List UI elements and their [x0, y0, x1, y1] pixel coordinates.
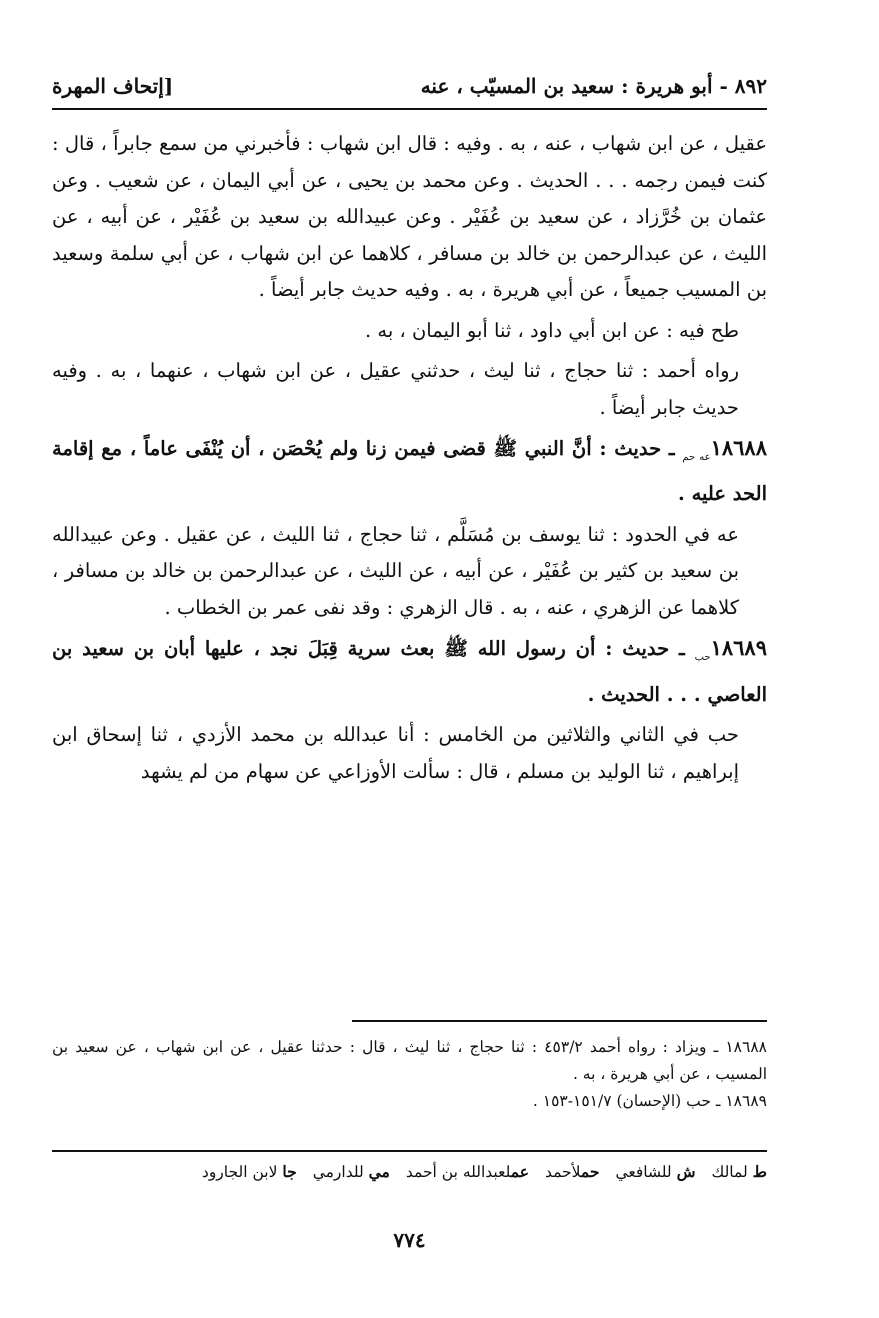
footnote-rule — [352, 1020, 767, 1022]
paragraph: حب في الثاني والثلاثين من الخامس : أنا عبدالله بن محمد الأزدي ، ثنا إسحاق ابن إبراهيم ، ثنا الوليد بن مسلم ، قال : سألت الأوزاعي عن سهام من لم يشهد — [52, 723, 739, 783]
footnote: ١٨٦٨٨ ـ ويزاد : رواه أحمد ٤٥٣/٢ : ثنا حجاج ، ثنا ليث ، قال : حدثنا عقيل ، عن ابن شهاب ، عن سعيد بن المسيب ، عن أبي هريرة ، به . — [52, 1038, 767, 1083]
page-number: ٧٧٤ — [393, 1228, 426, 1252]
source-mark: حب — [694, 652, 711, 664]
paragraph: عه في الحدود : ثنا يوسف بن مُسَلَّم ، ثنا حجاج ، ثنا الليث ، عن عقيل . وعن عبيدالله بن سعيد بن كثير بن عُفَيْر ، عن أبيه ، عن الليث ، عن عبدالرحمن بن خالد بن مسافر ، كلاهما عن الزهري ، عنه ، به . قال الزهري : وقد نفى عمر بن الخطاب . — [52, 522, 739, 619]
legend-item: حملأحمد — [544, 1162, 600, 1181]
legend-item: مي للدارمي — [312, 1162, 390, 1181]
footnote: ١٨٦٨٩ ـ حب (الإحسان) ١٥١/٧-١٥٣ . — [532, 1092, 767, 1110]
legend-item: جا لابن الجارود — [201, 1162, 297, 1181]
abbreviation-legend — [52, 1162, 767, 1181]
running-title: ٨٩٢ - أبو هريرة : سعيد بن المسيّب ، عنه — [420, 74, 767, 98]
hadith-entry — [52, 630, 767, 713]
paragraph: طح فيه : عن ابن أبي داود ، ثنا أبو اليمان ، به . — [364, 318, 739, 342]
hadith-number: ١٨٦٨٨ — [710, 435, 767, 460]
hadith-number: ١٨٦٨٩ — [710, 635, 767, 661]
page-header — [52, 62, 767, 98]
source-mark: عه حم — [682, 451, 711, 463]
book-title: [إتحاف المهرة — [52, 74, 174, 98]
hadith-text: ـ حديث : أنَّ النبي ﷺ قضى فيمن زنا ولم يُحْصَن ، أن يُنْفَى عاماً ، مع إقامة الحد عليه . — [52, 437, 767, 506]
legend-item: ط لمالك — [711, 1162, 767, 1181]
footnotes — [52, 1034, 767, 1115]
legend-item: ش للشافعي — [615, 1162, 696, 1181]
header-rule — [52, 108, 767, 110]
legend-item: عملعبدالله بن أحمد — [405, 1162, 529, 1181]
legend-rule — [52, 1150, 767, 1152]
hadith-text: ـ حديث : أن رسول الله ﷺ بعث سرية قِبَلَ نجد ، عليها أبان بن سعيد بن العاصي . . . الحديث . — [52, 637, 767, 706]
paragraph: رواه أحمد : ثنا حجاج ، ثنا ليث ، حدثني عقيل ، عن ابن شهاب ، عنهما ، به . وفيه حديث جابر أيضاً . — [52, 359, 739, 419]
hadith-entry — [52, 430, 767, 513]
paragraph: عقيل ، عن ابن شهاب ، عنه ، به . وفيه : قال ابن شهاب : فأخبرني من سمع جابراً ، قال : كنت فيمن رجمه . . . الحديث . وعن محمد بن يحيى ، عن أبي اليمان ، عن شعيب . وعن عثمان بن خُرَّزاد ، عن سعيد بن عُفَيْر . وعن عبيدالله بن سعيد بن عُفَيْر ، عن أبيه ، عن الليث ، عن عبدالرحمن بن خالد بن مسافر ، كلاهما عن ابن شهاب ، عن أبي سلمة وسعيد بن المسيب جميعاً ، عن أبي هريرة ، به . وفيه حديث جابر أيضاً . — [52, 132, 767, 301]
main-text — [52, 126, 767, 790]
